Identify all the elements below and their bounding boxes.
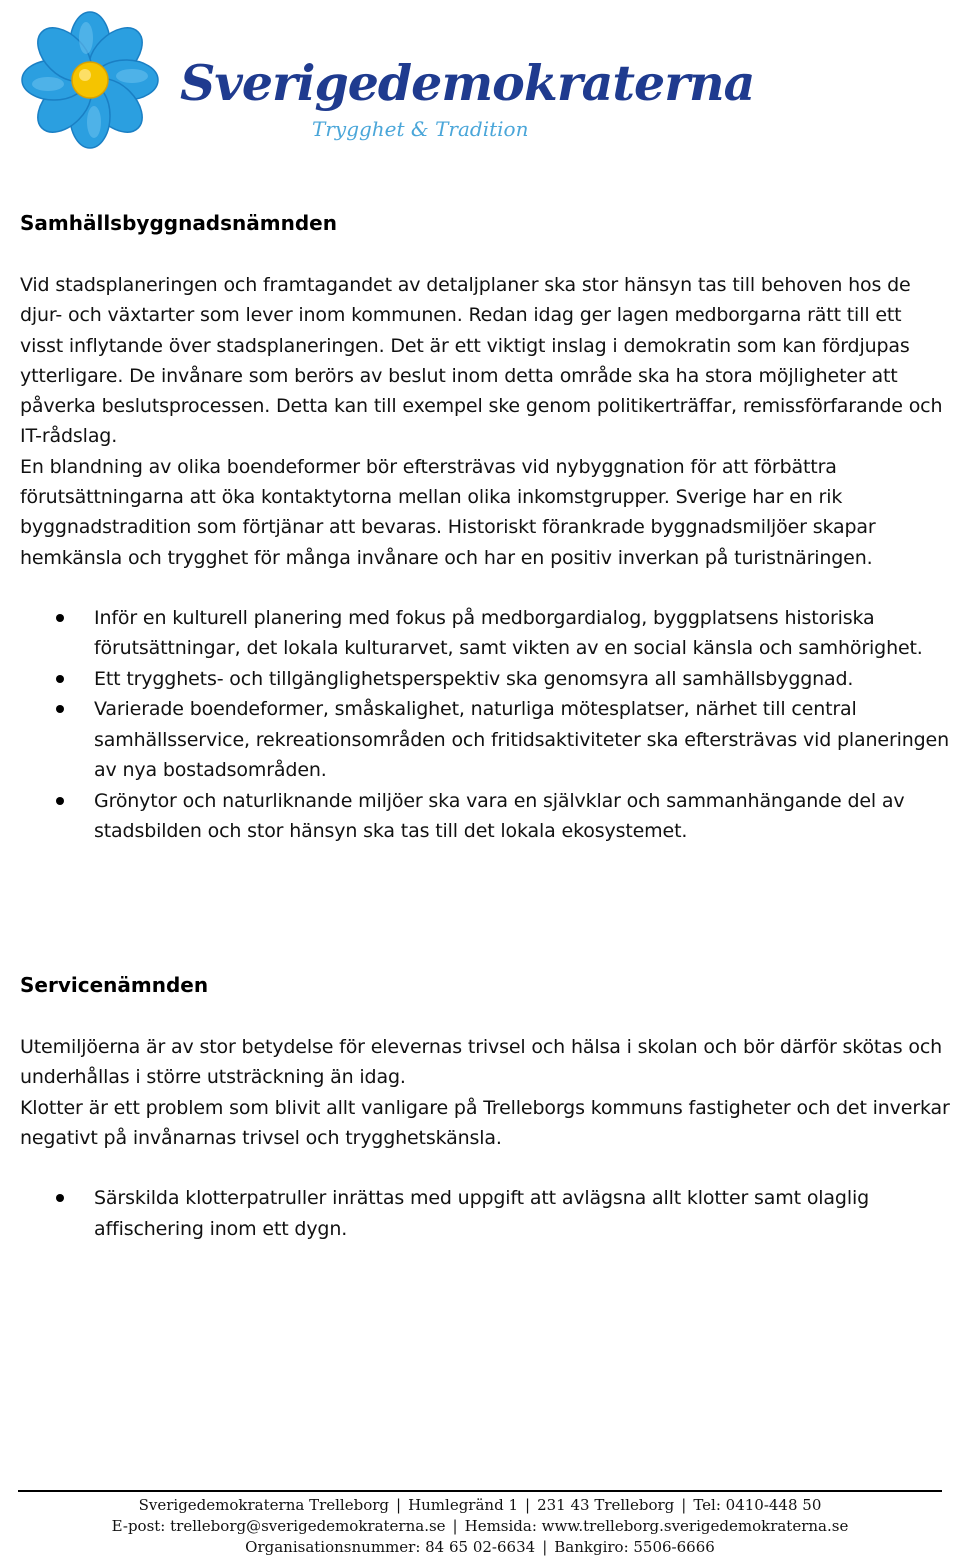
footer-separator: |: [681, 1496, 687, 1514]
logo-tagline: Trygghet & Tradition: [312, 117, 529, 141]
bullet-icon: [56, 1194, 64, 1202]
list-item-text: Varierade boendeformer, småskalighet, naturliga mötesplatser, närhet till central samhällsservice, rekreationsområden och fritidsaktiviteter ska eftersträvas vid planeringen av nya bostadsområden.: [94, 698, 949, 782]
footer-postal: 231 43 Trelleborg: [537, 1496, 675, 1514]
footer-org: Sverigedemokraterna Trelleborg: [138, 1496, 389, 1514]
logo-wordmark: Sverigedemokraterna: [180, 54, 755, 112]
footer-separator: |: [396, 1496, 402, 1514]
footer-website: Hemsida: www.trelleborg.sverigedemokraterna.se: [464, 1517, 849, 1535]
flower-icon: [22, 12, 158, 148]
footer-separator: |: [452, 1517, 458, 1535]
bullet-list: [20, 603, 950, 847]
list-item-text: Inför en kulturell planering med fokus på medborgardialog, byggplatsens historiska förutsättningar, det lokala kulturarvet, samt vikten av en social känsla och samhörighet.: [94, 606, 923, 660]
list-item-text: Grönytor och naturliknande miljöer ska vara en självklar och sammanhängande del av stadsbilden och stor hänsyn ska tas till det lokala ekosystemet.: [94, 789, 905, 843]
list-item: [20, 664, 950, 695]
paragraph: Klotter är ett problem som blivit allt vanligare på Trelleborgs kommuns fastigheter och det inverkar negativt på invånarnas trivsel och trygghetskänsla.: [20, 1096, 950, 1149]
footer-line-3: [18, 1537, 942, 1558]
paragraph: Vid stadsplaneringen och framtagandet av detaljplaner ska stor hänsyn tas till behoven hos de djur- och växtarter som lever inom kommunen. Redan idag ger lagen medborgarna rätt till ett visst inflytande över stadsplaneringen. Det är ett viktigt inslag i demokratin som kan fördjupas ytterligare. De invånare som berörs av beslut inom detta område ska ha stora möjligheter att påverka beslutsprocessen. Detta kan till exempel ske genom politikerträffar, remissförfarande och IT-rådslag.: [20, 274, 943, 448]
footer-bankgiro: Bankgiro: 5506-6666: [554, 1538, 715, 1556]
party-logo: [12, 8, 755, 158]
section-samhallsbyggnad: [20, 208, 950, 847]
footer-line-1: [18, 1495, 942, 1516]
list-item: [20, 786, 950, 847]
footer-email: E-post: trelleborg@sverigedemokraterna.se: [111, 1517, 446, 1535]
bullet-icon: [56, 705, 64, 713]
list-item: [20, 694, 950, 786]
footer-street: Humlegränd 1: [408, 1496, 518, 1514]
list-item: [20, 1183, 950, 1244]
bullet-icon: [56, 614, 64, 622]
bullet-icon: [56, 675, 64, 683]
bullet-icon: [56, 797, 64, 805]
list-item: [20, 603, 950, 664]
paragraph: En blandning av olika boendeformer bör eftersträvas vid nybyggnation för att förbättra förutsättningarna att öka kontaktytorna mellan olika inkomstgrupper. Sverige har en rik byggnadstradition som förtjänar att bevaras. Historiskt förankrade byggnadsmiljöer skapar hemkänsla och trygghet för många invånare och har en positiv inverkan på turistnäringen.: [20, 455, 876, 569]
footer-orgnr: Organisationsnummer: 84 65 02-6634: [245, 1538, 536, 1556]
bullet-list: [20, 1183, 950, 1244]
footer-phone: Tel: 0410-448 50: [693, 1496, 822, 1514]
footer-separator: |: [542, 1538, 548, 1556]
section-servicenamnden: [20, 970, 950, 1244]
footer-line-2: [18, 1516, 942, 1537]
list-item-text: Ett trygghets- och tillgänglighetsperspektiv ska genomsyra all samhällsbyggnad.: [94, 667, 854, 690]
footer-separator: |: [525, 1496, 531, 1514]
list-item-text: Särskilda klotterpatruller inrättas med uppgift att avlägsna allt klotter samt olaglig affischering inom ett dygn.: [94, 1187, 870, 1240]
paragraph: Utemiljöerna är av stor betydelse för elevernas trivsel och hälsa i skolan och bör därför skötas och underhållas i större utsträckning än idag.: [20, 1036, 943, 1089]
page-footer: [18, 1490, 942, 1558]
section-heading: Samhällsbyggnadsnämnden: [20, 211, 337, 235]
section-heading: Servicenämnden: [20, 973, 209, 997]
